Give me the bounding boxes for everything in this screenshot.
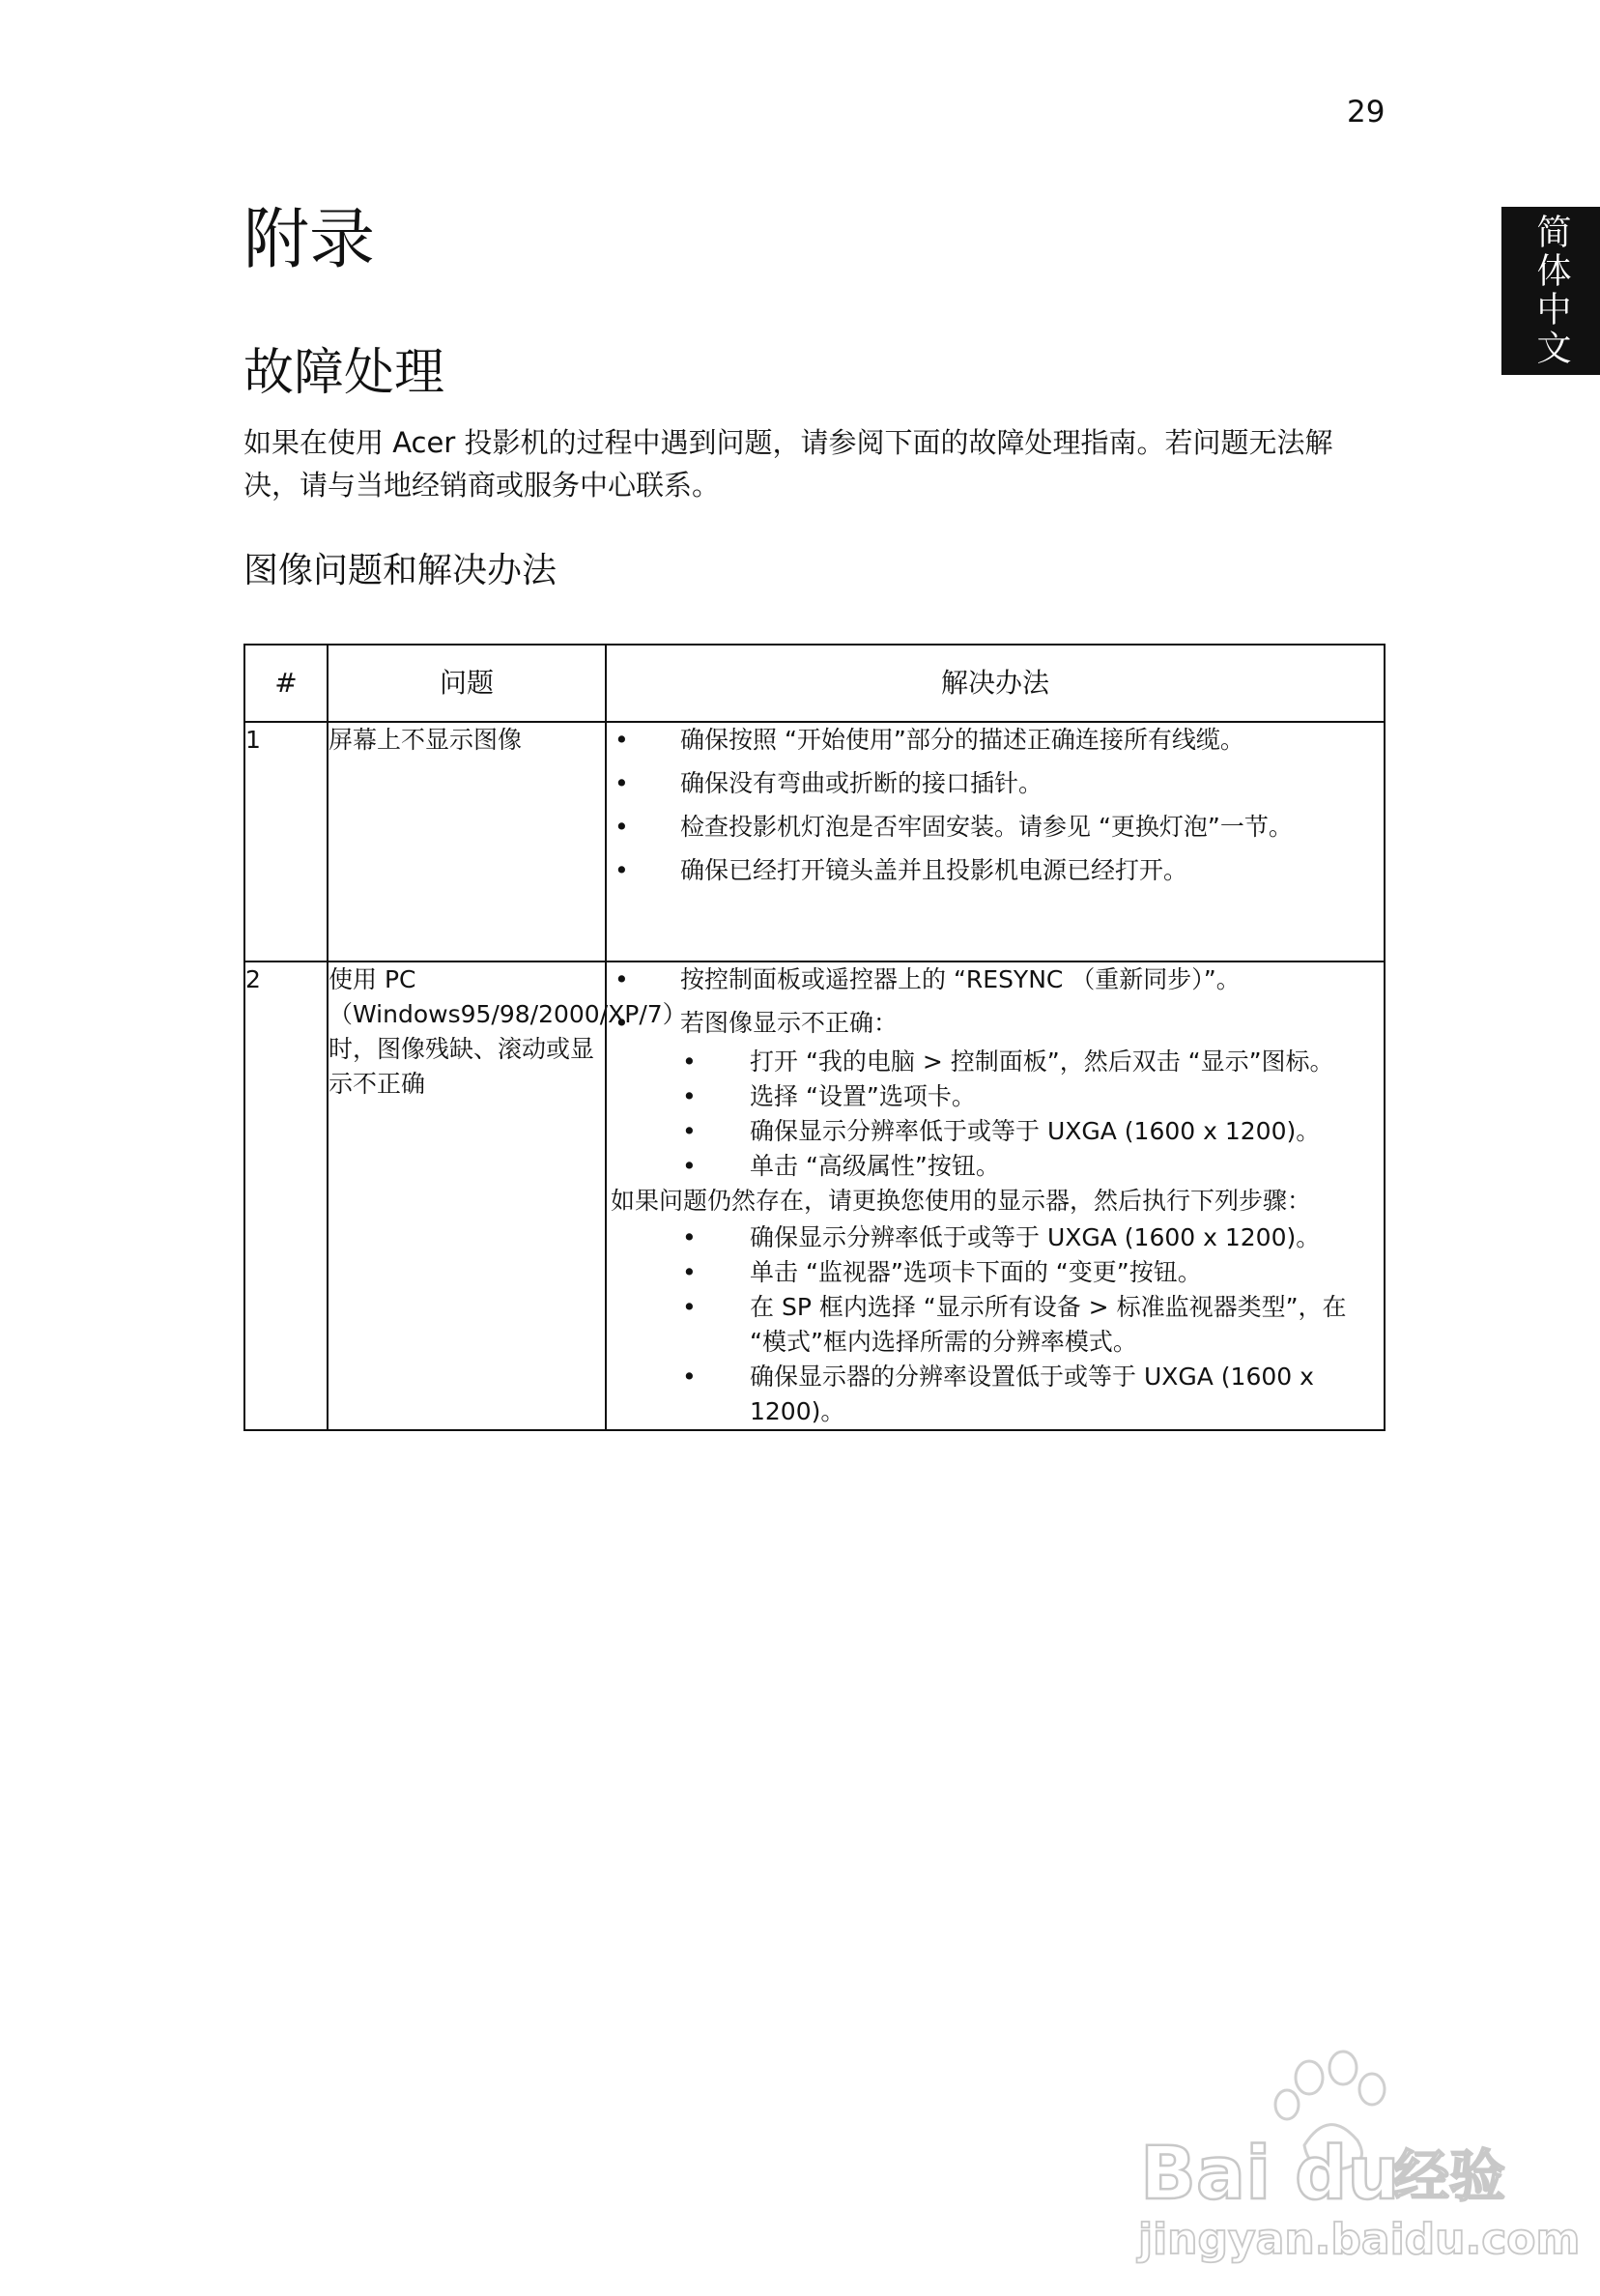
page-title: 附录	[243, 202, 376, 278]
row-problem: 屏幕上不显示图像	[328, 722, 606, 961]
solution-item: • 按控制面板或遥控器上的 “RESYNC （重新同步）”。	[607, 962, 1384, 997]
sub-step-item: • 确保显示分辨率低于或等于 UXGA (1600 x 1200)。	[607, 1220, 1384, 1255]
sub-step-item: • 打开 “我的电脑 > 控制面板”，然后双击 “显示”图标。	[607, 1045, 1384, 1079]
row-solutions	[606, 722, 1385, 961]
fallback-note: 如果问题仍然存在，请更换您使用的显示器，然后执行下列步骤：	[611, 1187, 1312, 1215]
baidu-jingyan-watermark	[1111, 2039, 1581, 2290]
table-row	[244, 722, 1385, 961]
row-number: 2	[244, 961, 328, 1430]
section-title: 故障处理	[243, 344, 445, 402]
row-problem: 使用 PC（Windows95/98/2000/XP/7）时，图像残缺、滚动或显示不正确	[328, 961, 606, 1430]
language-side-tab	[1501, 207, 1600, 375]
sub-step-item: • 确保显示分辨率低于或等于 UXGA (1600 x 1200)。	[607, 1114, 1384, 1149]
table-row	[244, 961, 1385, 1430]
svg-text:Bai: Bai	[1140, 2130, 1271, 2216]
row-number: 1	[244, 722, 328, 961]
svg-text:jingyan.baidu.com: jingyan.baidu.com	[1138, 2215, 1581, 2264]
solution-item: • 确保没有弯曲或折断的接口插针。	[607, 766, 1384, 801]
header-solution: 解决办法	[606, 645, 1385, 722]
table-header-row	[244, 645, 1385, 722]
sub-step-item: • 单击 “高级属性”按钮。	[607, 1149, 1384, 1184]
header-problem: 问题	[328, 645, 606, 722]
row-solutions	[606, 961, 1385, 1430]
svg-text:经验: 经验	[1393, 2143, 1506, 2209]
solution-item: • 确保已经打开镜头盖并且投影机电源已经打开。	[607, 853, 1384, 888]
solution-item: • 检查投影机灯泡是否牢固安装。请参见 “更换灯泡”一节。	[607, 810, 1384, 845]
solution-item: • 若图像显示不正确：	[607, 1006, 1384, 1041]
header-number: #	[244, 645, 328, 722]
page-number: 29	[1347, 95, 1386, 129]
troubleshooting-table	[243, 644, 1386, 1431]
sub-step-item: • 确保显示器的分辨率设置低于或等于 UXGA (1600 x 1200)。	[607, 1360, 1384, 1429]
language-tab-label: 简体中文	[1531, 214, 1571, 368]
sub-step-item: • 在 SP 框内选择 “显示所有设备 > 标准监视器类型”，在 “模式”框内选择所需的分辨率模式。	[607, 1290, 1384, 1360]
sub-step-item: • 选择 “设置”选项卡。	[607, 1079, 1384, 1114]
subsection-title: 图像问题和解决办法	[243, 551, 557, 590]
svg-text:du: du	[1295, 2130, 1400, 2216]
intro-paragraph: 如果在使用 Acer 投影机的过程中遇到问题，请参阅下面的故障处理指南。若问题无法解决，请与当地经销商或服务中心联系。	[243, 426, 1333, 502]
solution-item: • 确保按照 “开始使用”部分的描述正确连接所有线缆。	[607, 723, 1384, 758]
sub-step-item: • 单击 “监视器”选项卡下面的 “变更”按钮。	[607, 1255, 1384, 1290]
